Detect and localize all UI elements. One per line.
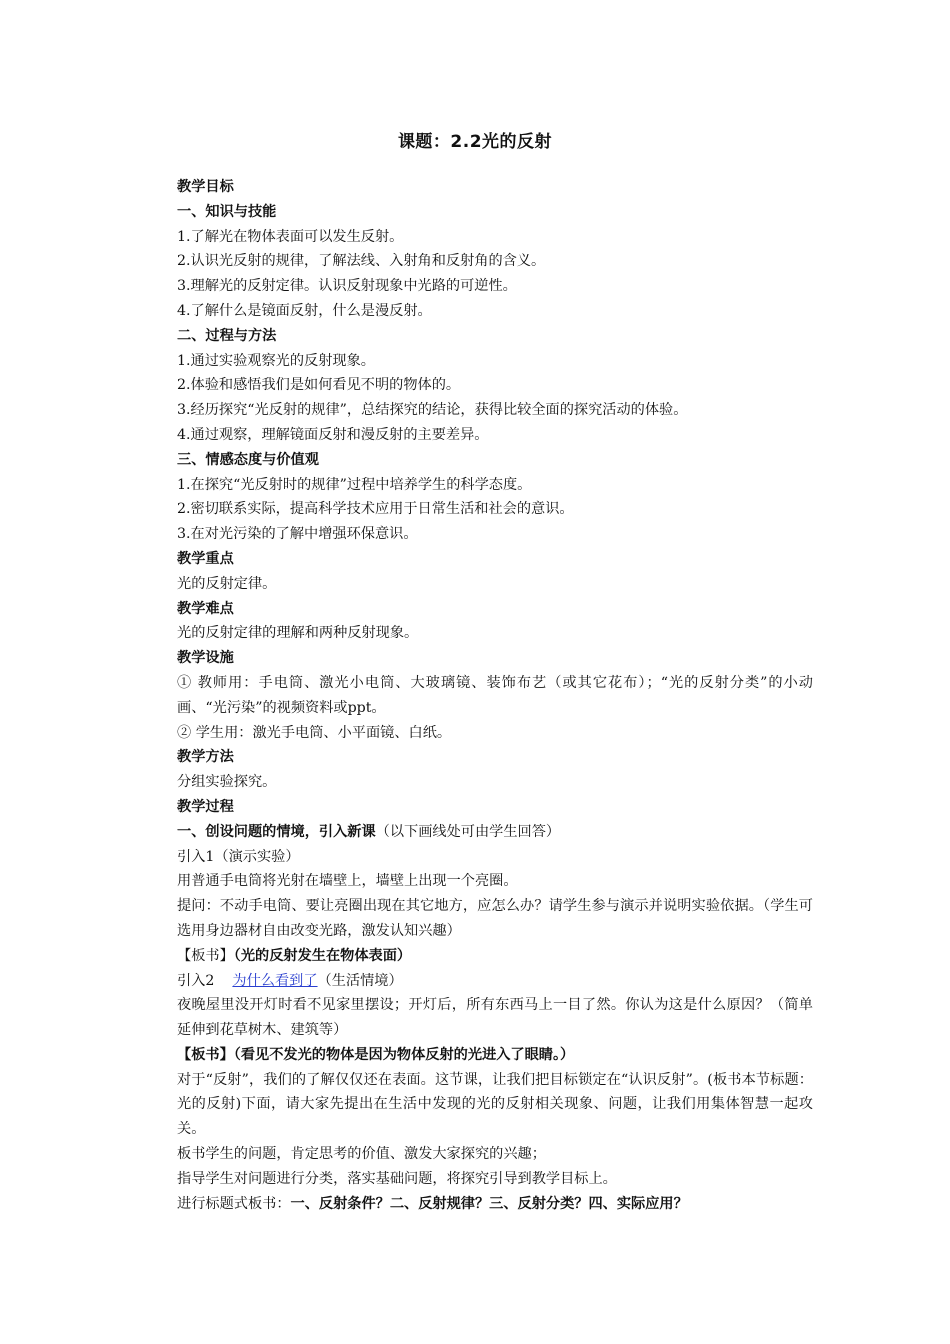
paragraph [145, 1192, 813, 1217]
list-item: 4.通过观察，理解镜面反射和漫反射的主要差异。 [177, 426, 489, 443]
section-heading-key-point: 教学重点 [177, 550, 234, 567]
subsection-heading: 一、知识与技能 [177, 203, 277, 220]
section-heading-goals: 教学目标 [177, 179, 234, 195]
step-heading-bold: 一、创设问题的情境，引入新课 [177, 823, 376, 840]
intro2-prefix: 引入2 [177, 972, 215, 989]
paragraph: 光的反射定律。 [177, 575, 277, 592]
intro2-suffix: （生活情境） [317, 972, 403, 989]
list-item: 2.认识光反射的规律，了解法线、入射角和反射角的含义。 [177, 253, 546, 270]
subsection-heading: 三、情感态度与价值观 [177, 451, 319, 468]
section-heading-method: 教学方法 [177, 749, 234, 766]
paragraph: ① 教师用：手电筒、激光小电筒、大玻璃镜、装饰布艺（或其它花布）；“光的反射分类”的小动画、“光污染”的视频资料或ppt。 [177, 674, 813, 716]
paragraph: ② 学生用：激光手电筒、小平面镜、白纸。 [177, 724, 452, 741]
section-heading-equipment: 教学设施 [177, 650, 234, 667]
list-item: 2.体验和感悟我们是如何看见不明的物体的。 [177, 377, 461, 394]
board-text: （光的反射发生在物体表面） [233, 947, 412, 964]
paragraph: 用普通手电筒将光射在墙壁上，墙壁上出现一个亮圈。 [177, 873, 518, 890]
list-item: 1.通过实验观察光的反射现象。 [177, 352, 375, 369]
paragraph: 夜晚屋里没开灯时看不见家里摆设；开灯后，所有东西马上一目了然。你认为这是什么原因？（简单延伸到花草树木、建筑等） [177, 997, 813, 1039]
board-label: 【板书】 [177, 947, 234, 964]
paragraph: 光的反射定律的理解和两种反射现象。 [177, 625, 419, 642]
paragraph: 指导学生对问题进行分类，落实基础问题，将探究引导到教学目标上。 [177, 1170, 617, 1187]
board-note [145, 944, 813, 969]
paragraph: 引入1（演示实验） [177, 848, 300, 865]
step-heading [145, 820, 813, 845]
paragraph [145, 969, 813, 994]
list-item: 4.了解什么是镜面反射，什么是漫反射。 [177, 302, 432, 319]
paragraph: 板书学生的问题，肯定思考的价值、激发大家探究的兴趣； [177, 1146, 546, 1163]
section-heading-difficulty: 教学难点 [177, 600, 234, 617]
board-note: 【板书】（看见不发光的物体是因为物体反射的光进入了眼睛。） [177, 1046, 575, 1063]
section-heading-process: 教学过程 [177, 798, 234, 815]
list-item: 1.了解光在物体表面可以发生反射。 [177, 228, 404, 245]
step-heading-note: （以下画线处可由学生回答） [375, 823, 561, 840]
list-item: 3.理解光的反射定律。认识反射现象中光路的可逆性。 [177, 278, 517, 295]
paragraph: 对于“反射”，我们的了解仅仅还在表面。这节课，让我们把目标锁定在“认识反射”。(板书本节标题：光的反射)下面，请大家先提出在生活中发现的光的反射相关现象、问题，让我们用集体智慧一起攻关。 [177, 1071, 813, 1138]
paragraph: 提问：不动手电筒、要让亮圈出现在其它地方，应怎么办？请学生参与演示并说明实验依据。（学生可选用身边器材自由改变光路，激发认知兴趣） [177, 898, 813, 939]
document-title: 课题：2.2光的反射 [397, 132, 553, 152]
document-body [145, 175, 813, 1216]
board-outline: 一、反射条件？二、反射规律？三、反射分类？四、实际应用？ [290, 1195, 688, 1212]
paragraph: 分组实验探究。 [177, 774, 277, 791]
list-item: 3.在对光污染的了解中增强环保意识。 [177, 526, 418, 543]
list-item: 2.密切联系实际，提高科学技术应用于日常生活和社会的意识。 [177, 501, 574, 518]
list-item: 1.在探究“光反射时的规律”过程中培养学生的科学态度。 [177, 476, 532, 493]
underlined-answer: 为什么看到了 [232, 972, 318, 989]
board-outline-prefix: 进行标题式板书： [177, 1195, 291, 1212]
subsection-heading: 二、过程与方法 [177, 327, 277, 344]
list-item: 3.经历探究“光反射的规律”，总结探究的结论，获得比较全面的探究活动的体验。 [177, 402, 688, 419]
